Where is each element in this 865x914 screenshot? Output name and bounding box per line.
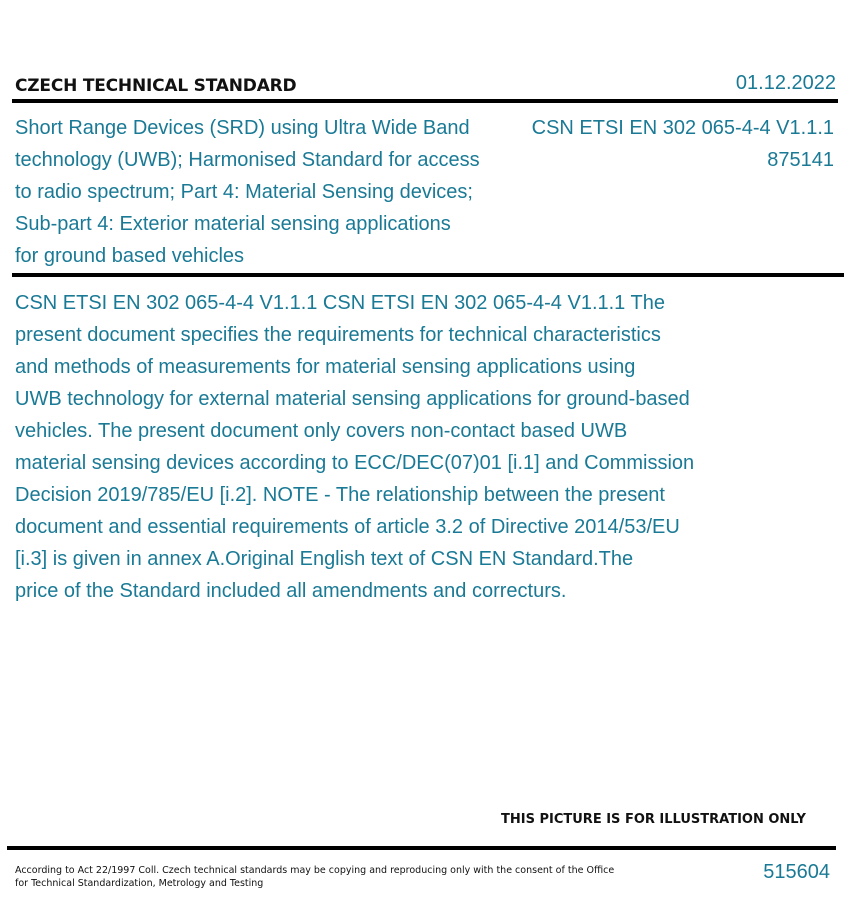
header-divider [12,99,838,103]
legal-notice-line: According to Act 22/1997 Coll. Czech technical standards may be copying and reproducing only with the consent of the Office [15,865,615,876]
abstract-line: vehicles. The present document only covers non-contact based UWB [15,420,628,442]
abstract-line: UWB technology for external material sensing applications for ground-based [15,388,690,410]
standard-title-line: Sub-part 4: Exterior material sensing applications [15,213,451,235]
abstract-line: document and essential requirements of article 3.2 of Directive 2014/53/EU [15,516,680,538]
title-divider [12,273,844,277]
standard-title [15,112,515,272]
header-title: CZECH TECHNICAL STANDARD [15,76,297,96]
standard-code: CSN ETSI EN 302 065-4-4 V1.1.1 [531,117,834,139]
legal-notice [15,864,615,890]
abstract-line: price of the Standard included all amendments and correcturs. [15,580,567,602]
abstract-line: Decision 2019/785/EU [i.2]. NOTE - The relationship between the present [15,484,665,506]
publication-date: 01.12.2022 [735,72,836,94]
illustration-note: THIS PICTURE IS FOR ILLUSTRATION ONLY [501,812,806,827]
legal-notice-line: for Technical Standardization, Metrology and Testing [15,878,264,889]
abstract [15,287,755,607]
standard-title-line: Short Range Devices (SRD) using Ultra Wide Band [15,117,470,139]
abstract-line: material sensing devices according to ECC/DEC(07)01 [i.1] and Commission [15,452,695,474]
catalog-number: 515604 [763,861,830,883]
standard-title-line: technology (UWB); Harmonised Standard for access [15,149,480,171]
footer-divider [7,846,836,850]
abstract-line: and methods of measurements for material sensing applications using [15,356,636,378]
standard-title-line: to radio spectrum; Part 4: Material Sensing devices; [15,181,473,203]
abstract-line: present document specifies the requirements for technical characteristics [15,324,661,346]
standard-title-line: for ground based vehicles [15,245,245,267]
abstract-line: CSN ETSI EN 302 065-4-4 V1.1.1 CSN ETSI EN 302 065-4-4 V1.1.1 The [15,292,665,314]
abstract-line: [i.3] is given in annex A.Original English text of CSN EN Standard.The [15,548,634,570]
standard-number: 875141 [767,149,834,171]
